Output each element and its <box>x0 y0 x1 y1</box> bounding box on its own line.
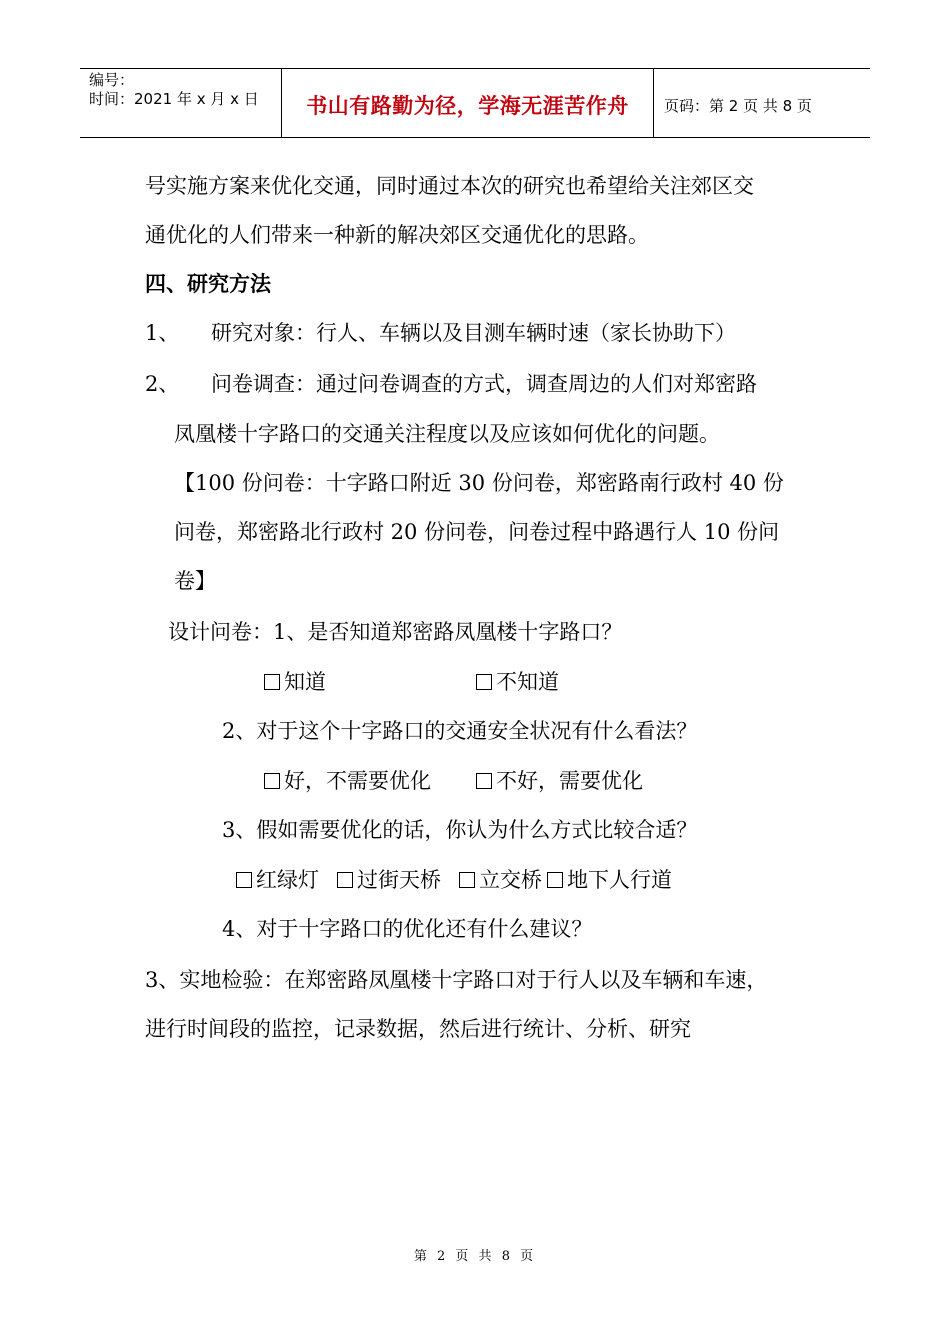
checkbox-icon <box>476 674 492 690</box>
question-4: 4、对于十字路口的优化还有什么建议？ <box>222 917 593 941</box>
document-header <box>80 68 870 138</box>
item-3-line-1: 3、实地检验：在郑密路凤凰楼十字路口对于行人以及车辆和车速， <box>145 968 768 992</box>
item-2-line-2: 凤凰楼十字路口的交通关注程度以及应该如何优化的问题。 <box>174 422 720 446</box>
question-3: 3、假如需要优化的话，你认为什么方式比较合适？ <box>222 818 698 842</box>
option-label: 不好，需要优化 <box>496 769 643 793</box>
page-number-label: 页码：第 2 页 共 8 页 <box>664 96 812 115</box>
serial-label: 编号： <box>89 71 135 89</box>
item-2-text: 问卷调查：通过问卷调查的方式，调查周边的人们对郑密路 <box>211 372 757 396</box>
option-label: 过街天桥 <box>357 868 441 892</box>
checkbox-icon <box>459 872 475 888</box>
q1-option-1 <box>264 667 326 697</box>
item-1 <box>145 318 736 348</box>
q3-option-4 <box>547 865 672 895</box>
section-title: 四、研究方法 <box>145 272 271 296</box>
intro-line-1: 号实施方案来优化交通，同时通过本次的研究也希望给关注郊区交 <box>145 174 754 198</box>
item-2-number: 2、 <box>145 372 180 396</box>
q2-option-2 <box>476 766 643 796</box>
item-2 <box>145 369 757 399</box>
checkbox-icon <box>264 773 280 789</box>
motto-text: 书山有路勤为径，学海无涯苦作舟 <box>306 94 629 118</box>
checkbox-icon <box>547 872 563 888</box>
item-2-line-5: 卷】 <box>174 569 216 593</box>
option-label: 红绿灯 <box>256 868 319 892</box>
intro-line-2: 通优化的人们带来一种新的解决郊区交通优化的思路。 <box>145 223 649 247</box>
page-footer: 第 2 页 共 8 页 <box>413 1249 537 1264</box>
q3-option-2 <box>337 865 441 895</box>
item-2-line-3: 【100 份问卷：十字路口附近 30 份问卷，郑密路南行政村 40 份 <box>174 471 784 495</box>
q2-option-1 <box>264 766 431 796</box>
item-2-line-4: 问卷，郑密路北行政村 20 份问卷，问卷过程中路遇行人 10 份问 <box>174 520 780 544</box>
question-2: 2、对于这个十字路口的交通安全状况有什么看法？ <box>222 719 698 743</box>
checkbox-icon <box>264 674 280 690</box>
q1-option-2 <box>476 667 559 697</box>
option-label: 知道 <box>284 670 326 694</box>
item-3-line-2: 进行时间段的监控，记录数据，然后进行统计、分析、研究 <box>145 1017 691 1041</box>
q3-option-3 <box>459 865 542 895</box>
checkbox-icon <box>337 872 353 888</box>
checkbox-icon <box>236 872 252 888</box>
option-label: 不知道 <box>496 670 559 694</box>
date-label: 时间：2021 年 x 月 x 日 <box>89 90 259 108</box>
question-1: 设计问卷：1、是否知道郑密路凤凰楼十字路口？ <box>168 620 623 644</box>
header-info-cell <box>80 69 282 137</box>
option-label: 地下人行道 <box>567 868 672 892</box>
checkbox-icon <box>476 773 492 789</box>
item-1-number: 1、 <box>145 321 180 345</box>
item-1-text: 研究对象：行人、车辆以及目测车辆时速（家长协助下） <box>211 321 736 345</box>
header-page-cell <box>654 69 870 137</box>
option-label: 立交桥 <box>479 868 542 892</box>
q3-option-1 <box>236 865 319 895</box>
header-motto-cell <box>282 69 654 137</box>
option-label: 好，不需要优化 <box>284 769 431 793</box>
